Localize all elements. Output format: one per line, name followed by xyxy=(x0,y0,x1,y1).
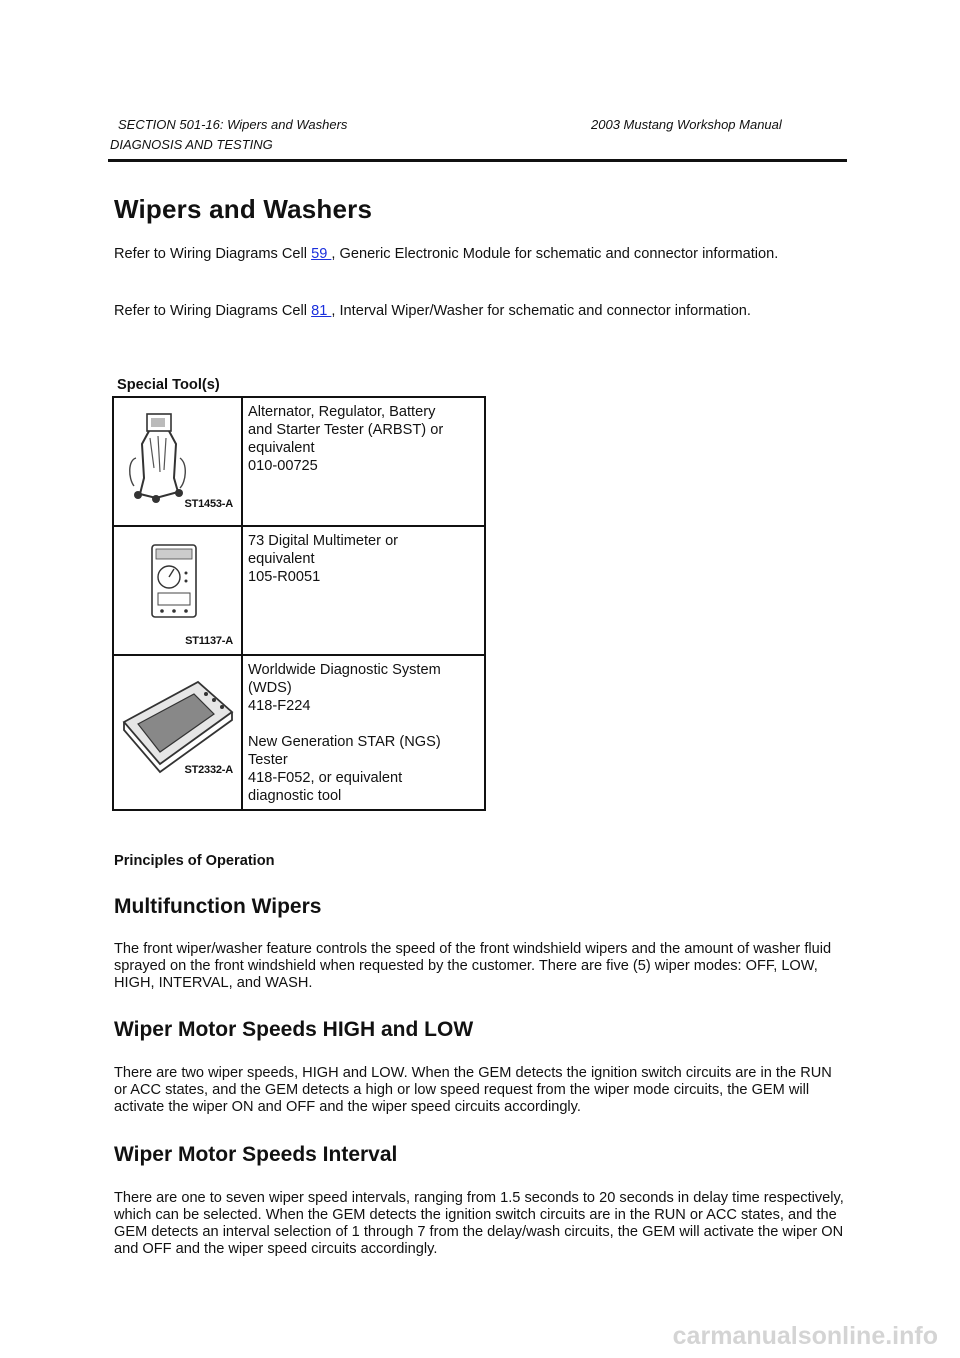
tool-description-line xyxy=(248,715,480,733)
multimeter-icon xyxy=(114,527,241,654)
section-body-interval: There are one to seven wiper speed intervals, ranging from 1.5 seconds to 20 seconds in delay time respectively, which can be selected. When the GEM detects the ignition switch circuits are in the RUN or ACC states, and the GEM detects an interval selection of 1 through 7 from the delay/wash circuits, the GEM will activate the wiper ON and OFF and the wiper speed circuits accordingly. xyxy=(114,1190,844,1257)
tool-description-line: Tester xyxy=(248,752,288,768)
wiring-cell-81-link[interactable]: 81 xyxy=(311,303,332,319)
tool-part-number: 010-00725 xyxy=(248,458,318,474)
header-section: SECTION 501-16: Wipers and Washers xyxy=(118,117,348,132)
section-body-high-low: There are two wiper speeds, HIGH and LOW. When the GEM detects the ignition switch circuits are in the RUN or ACC states, and the GEM detects a high or low speed request from the wiper mode circuits, the GEM will activate the wiper ON and OFF and the wiper speed circuits accordingly. xyxy=(114,1065,832,1115)
tool-row xyxy=(113,397,485,526)
section-heading-high-low: Wiper Motor Speeds HIGH and LOW xyxy=(114,1018,474,1041)
section-heading-interval: Wiper Motor Speeds Interval xyxy=(114,1143,398,1166)
tool-description-line: 73 Digital Multimeter or xyxy=(248,533,399,549)
tool-row xyxy=(113,526,485,655)
tool-description-line: New Generation STAR (NGS) xyxy=(248,734,441,750)
battery-tester-icon xyxy=(114,398,241,525)
tool-description-line: Alternator, Regulator, Battery xyxy=(248,404,436,420)
tool-description-line: equivalent xyxy=(248,551,315,567)
tool-part-number: 105-R0051 xyxy=(248,569,321,585)
intro-paragraph-2: Refer to Wiring Diagrams Cell 81 , Interval Wiper/Washer for schematic and connector information. xyxy=(114,303,751,319)
tool-description-line: Worldwide Diagnostic System xyxy=(248,662,441,678)
tool-row xyxy=(113,655,485,810)
tool-description-line: (WDS) xyxy=(248,680,292,696)
header-rule xyxy=(108,159,847,162)
tool-image-code: ST1453-A xyxy=(184,498,233,510)
tool-part-number: 418-F052, or equivalent xyxy=(248,770,403,786)
tool-image-code: ST1137-A xyxy=(185,635,233,647)
watermark: carmanualsonline.info xyxy=(672,1322,938,1350)
tool-description-line: and Starter Tester (ARBST) or xyxy=(248,422,444,438)
wiring-cell-59-link[interactable]: 59 xyxy=(311,246,332,262)
tool-image-code: ST2332-A xyxy=(184,764,233,776)
header-subsection: DIAGNOSIS AND TESTING xyxy=(110,137,273,152)
page-title: Wipers and Washers xyxy=(114,194,373,224)
section-body-multifunction: The front wiper/washer feature controls the speed of the front windshield wipers and the amount of washer fluid sprayed on the front windshield when requested by the customer. There are five (5) wiper modes: OFF, LOW, HIGH, INTERVAL, and WASH. xyxy=(114,941,832,991)
diagnostic-system-icon xyxy=(114,656,241,806)
special-tools-heading: Special Tool(s) xyxy=(117,377,220,393)
intro-paragraph-1: Refer to Wiring Diagrams Cell 59 , Generic Electronic Module for schematic and connector information. xyxy=(114,246,779,262)
header-manual-title: 2003 Mustang Workshop Manual xyxy=(591,117,782,132)
principles-label: Principles of Operation xyxy=(114,853,275,869)
tool-description-line: equivalent xyxy=(248,440,315,456)
tool-part-number: 418-F224 xyxy=(248,698,311,714)
tool-description-line: diagnostic tool xyxy=(248,788,342,804)
section-heading-multifunction: Multifunction Wipers xyxy=(114,895,322,918)
special-tools-table xyxy=(112,396,486,811)
